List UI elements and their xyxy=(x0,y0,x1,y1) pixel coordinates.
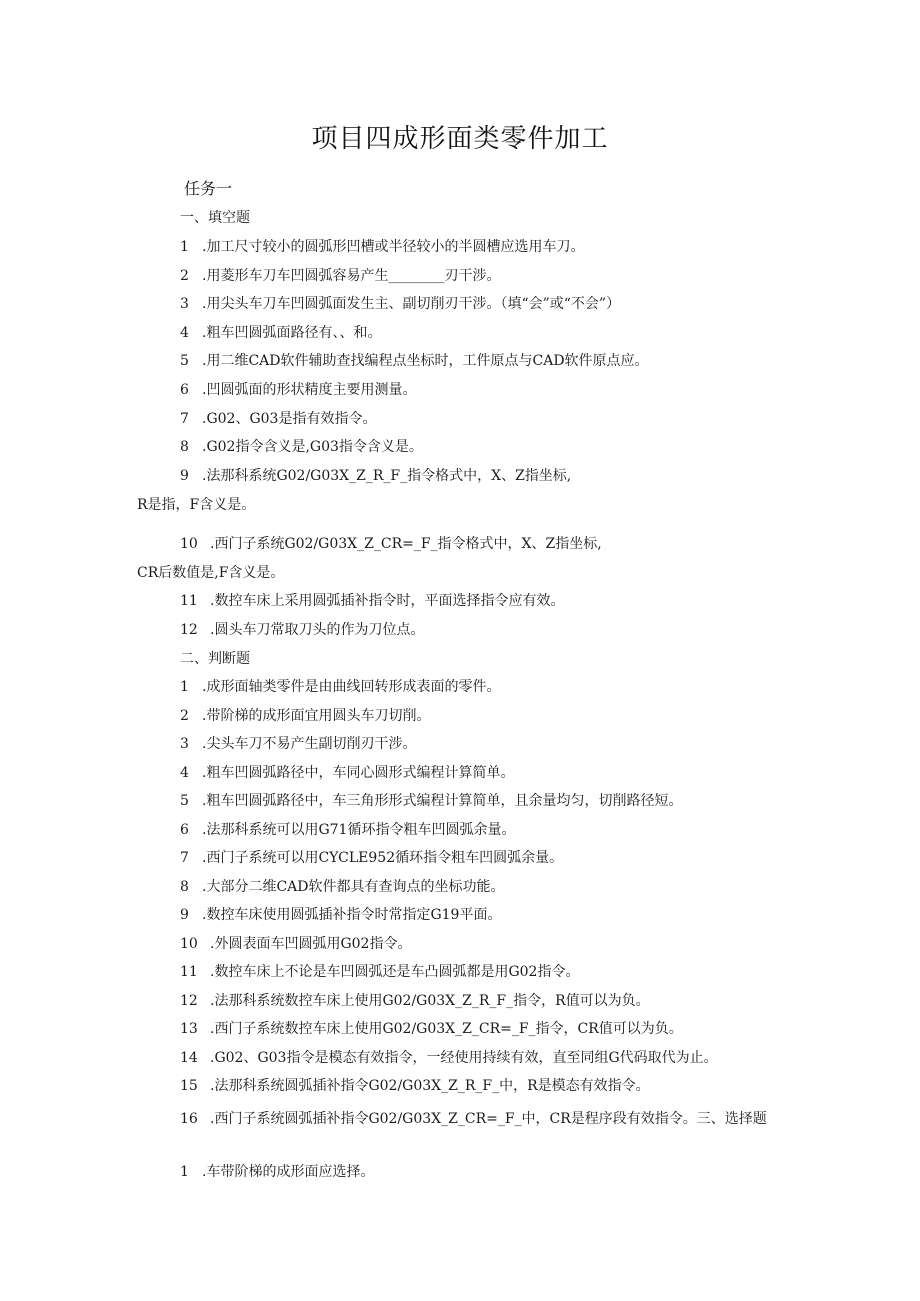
section-fill-heading: 一、填空题 xyxy=(180,210,250,226)
section-judge-heading: 二、判断题 xyxy=(180,651,250,667)
fill-item-continuation: CR后数值是,F含义是。 xyxy=(137,565,285,581)
choice-item: 1 .车带阶梯的成形面应选择。 xyxy=(180,1164,375,1180)
page-title: 项目四成形面类零件加工 xyxy=(311,124,609,154)
fill-item: 1 .加工尺寸较小的圆弧形凹槽或半径较小的半圆槽应选用车刀。 xyxy=(180,239,585,255)
judge-item: 3 .尖头车刀不易产生副切削刃干涉。 xyxy=(180,736,417,752)
judge-item: 15 .法那科系统圆弧插补指令G02/G03X_Z_R_F_中，R是模态有效指令。 xyxy=(180,1078,650,1094)
judge-item: 6 .法那科系统可以用G71循环指令粗车凹圆弧余量。 xyxy=(180,822,516,838)
fill-item: 7 .G02、G03是指有效指令。 xyxy=(180,411,377,427)
judge-item: 5 .粗车凹圆弧路径中，车三角形形式编程计算简单，且余量均匀，切削路径短。 xyxy=(180,793,683,809)
fill-item: 5 .用二维CAD软件辅助查找编程点坐标时，工件原点与CAD软件原点应。 xyxy=(180,353,649,369)
judge-item: 13 .西门子系统数控车床上使用G02/G03X_Z_CR=_F_指令，CR值可以为负。 xyxy=(180,1021,683,1037)
judge-item: 4 .粗车凹圆弧路径中，车同心圆形式编程计算简单。 xyxy=(180,765,515,781)
judge-item: 1 .成形面轴类零件是由曲线回转形成表面的零件。 xyxy=(180,679,501,695)
fill-item: 6 .凹圆弧面的形状精度主要用测量。 xyxy=(180,382,417,398)
judge-item: 2 .带阶梯的成形面宜用圆头车刀切削。 xyxy=(180,708,431,724)
fill-item: 4 .粗车凹圆弧面路径有、、和。 xyxy=(180,325,382,341)
task-heading: 任务一 xyxy=(184,179,233,198)
judge-item: 11 .数控车床上不论是车凹圆弧还是车凸圆弧都是用G02指令。 xyxy=(180,964,580,980)
fill-item-continuation: R是指，F含义是。 xyxy=(137,497,256,513)
fill-item: 2 .用菱形车刀车凹圆弧容易产生________刃干涉。 xyxy=(180,268,501,284)
fill-item: 11 .数控车床上采用圆弧插补指令时，平面选择指令应有效。 xyxy=(180,593,565,609)
fill-item: 9 .法那科系统G02/G03X_Z_R_F_指令格式中，X、Z指坐标, xyxy=(180,468,572,484)
fill-item: 8 .G02指令含义是,G03指令含义是。 xyxy=(180,439,423,455)
judge-item: 7 .西门子系统可以用CYCLE952循环指令粗车凹圆弧余量。 xyxy=(180,850,564,866)
judge-item: 9 .数控车床使用圆弧插补指令时常指定G19平面。 xyxy=(180,907,502,923)
fill-item: 10 .西门子系统G02/G03X_Z_CR=_F_指令格式中，X、Z指坐标, xyxy=(180,536,602,552)
judge-item: 8 .大部分二维CAD软件都具有查询点的坐标功能。 xyxy=(180,879,505,895)
fill-item: 12 .圆头车刀常取刀头的作为刀位点。 xyxy=(180,622,425,638)
judge-item: 16 .西门子系统圆弧插补指令G02/G03X_Z_CR=_F_中，CR是程序段有效指令。三、选择题 xyxy=(180,1111,767,1127)
judge-item: 10 .外圆表面车凹圆弧用G02指令。 xyxy=(180,936,412,952)
fill-item: 3 .用尖头车刀车凹圆弧面发生主、副切削刃干涉。（填“会”或“不会”） xyxy=(180,296,621,312)
judge-item: 12 .法那科系统数控车床上使用G02/G03X_Z_R_F_指令，R值可以为负。 xyxy=(180,993,650,1009)
judge-item: 14 .G02、G03指令是模态有效指令，一经使用持续有效，直至同组G代码取代为止。 xyxy=(180,1050,718,1066)
